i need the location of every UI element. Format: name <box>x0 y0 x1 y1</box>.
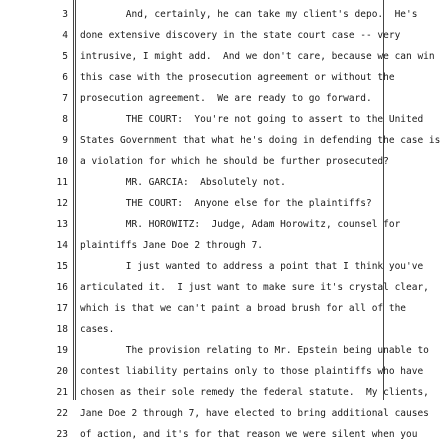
line-text: The provision relating to Mr. Epstein being unable to <box>80 345 429 356</box>
transcript-line <box>0 214 400 235</box>
line-text: MR. GARCIA: Absolutely not. <box>80 177 286 188</box>
line-number: 10 <box>56 156 68 167</box>
line-text: prosecution agreement. We are ready to go forward. <box>80 93 372 104</box>
transcript-line <box>0 46 435 67</box>
transcript-line <box>0 4 418 25</box>
line-text: done extensive discovery in the state court case -- very <box>80 30 401 41</box>
transcript-line <box>0 193 400 214</box>
line-number: 6 <box>62 72 68 83</box>
line-number: 4 <box>62 30 68 41</box>
line-text: of action, and it's for that reason we were silent when you <box>80 429 418 440</box>
line-text: cases. <box>80 324 115 335</box>
line-number: 14 <box>56 240 68 251</box>
line-text: contest liability pertains only to those plaintiffs who have <box>80 366 424 377</box>
line-text: THE COURT: Anyone else for the plaintiffs? <box>80 198 372 209</box>
transcript-line <box>0 277 429 298</box>
line-text: I just wanted to address a point that I think you've <box>80 261 424 272</box>
transcript-line <box>0 25 400 46</box>
transcript-line <box>0 88 400 109</box>
transcript-line <box>0 67 400 88</box>
line-number: 19 <box>56 345 68 356</box>
line-number: 11 <box>56 177 68 188</box>
transcript-line <box>0 109 424 130</box>
line-number: 7 <box>62 93 68 104</box>
line-text: plaintiffs Jane Doe 2 through 7. <box>80 240 264 251</box>
line-text: which is that we can't paint a broad brush for all of the <box>80 303 407 314</box>
transcript-line <box>0 151 400 172</box>
line-text: a violation for which he should be further prosecuted? <box>80 156 389 167</box>
line-text: articulated it. I just want to make sure it's crystal clear, <box>80 282 429 293</box>
line-number: 8 <box>62 114 68 125</box>
transcript-line <box>0 361 424 382</box>
line-number: 20 <box>56 366 68 377</box>
line-text: THE COURT: You're not going to assert to the United <box>80 114 424 125</box>
line-number: 9 <box>62 135 68 146</box>
line-number: 17 <box>56 303 68 314</box>
line-number: 18 <box>56 324 68 335</box>
line-text: intrusive, I might add. And we don't care, because we can win <box>80 51 435 62</box>
line-text: chosen as their sole remedy the federal statute. My clients, <box>80 387 429 398</box>
line-text: this case with the prosecution agreement or without the <box>80 72 395 83</box>
line-number: 22 <box>56 408 68 419</box>
line-number: 23 <box>56 429 68 440</box>
transcript-lines <box>0 4 440 445</box>
line-number: 12 <box>56 198 68 209</box>
transcript-line <box>0 172 400 193</box>
line-number: 16 <box>56 282 68 293</box>
transcript-line <box>0 403 429 424</box>
line-text: And, certainly, he can take my client's depo. He's <box>80 9 418 20</box>
transcript-line <box>0 235 400 256</box>
transcript-line <box>0 340 429 361</box>
transcript-line <box>0 298 407 319</box>
transcript-line <box>0 424 418 445</box>
line-number: 15 <box>56 261 68 272</box>
line-text: Jane Doe 2 through 7, have elected to bring additional causes <box>80 408 429 419</box>
transcript-line <box>0 319 400 340</box>
line-text: MR. HOROWITZ: Judge, Adam Horowitz, counsel for <box>80 219 401 230</box>
line-number: 13 <box>56 219 68 230</box>
line-number: 3 <box>62 9 68 20</box>
line-number: 5 <box>62 51 68 62</box>
transcript-line <box>0 382 429 403</box>
line-number: 21 <box>56 387 68 398</box>
transcript-line <box>0 130 440 151</box>
transcript-line <box>0 256 424 277</box>
line-text: States Government that what he's doing in defending the case is <box>80 135 440 146</box>
